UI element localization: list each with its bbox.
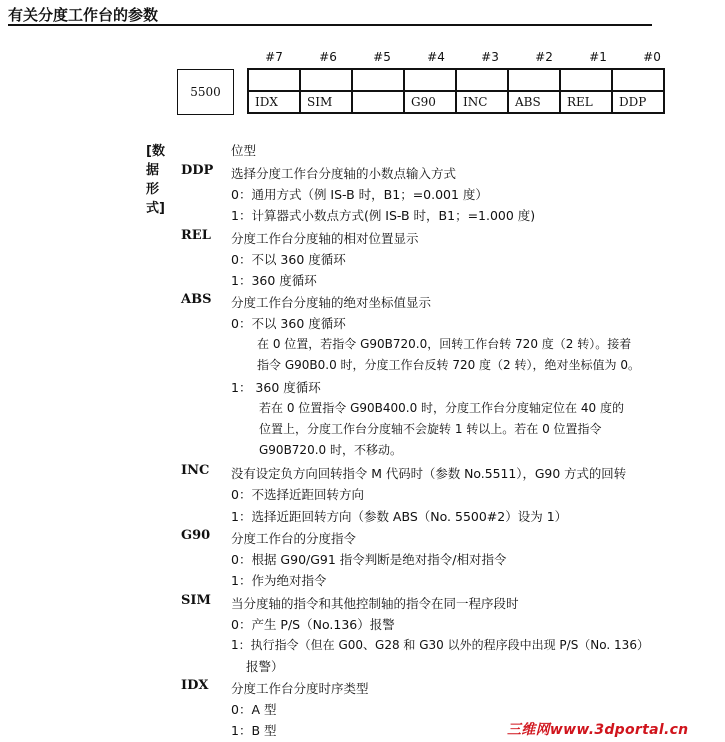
bit-header-3: #3 — [481, 50, 499, 64]
abs-opt1-line3: G90B720.0 时，不移动。 — [259, 443, 402, 457]
ddp-opt1: 1：计算器式小数点方式(例 IS-B 时，B1；=1.000 度) — [231, 208, 536, 223]
bit-name-cell: REL — [560, 91, 612, 113]
rel-opt0: 0：不以 360 度循环 — [231, 252, 346, 267]
bit-header-7: #7 — [265, 50, 283, 64]
bit-header-0: #0 — [643, 50, 661, 64]
bit-header-5: #5 — [373, 50, 391, 64]
sim-opt1-line2: 报警） — [246, 659, 284, 674]
g90-opt1: 1：作为绝对指令 — [231, 573, 327, 588]
sim-opt0: 0：产生 P/S（No.136）报警 — [231, 617, 395, 632]
ddp-key: DDP — [181, 163, 214, 178]
idx-opt1: 1：B 型 — [231, 723, 277, 738]
parameter-number-box — [177, 69, 234, 115]
rel-desc: 分度工作台分度轴的相对位置显示 — [231, 231, 419, 246]
abs-opt0-line2: 指令 G90B0.0 时，分度工作台反转 720 度（2 转），绝对坐标值为 0。 — [257, 358, 640, 372]
bit-cell — [352, 69, 404, 91]
bit-cell — [560, 69, 612, 91]
bit-name-cell: G90 — [404, 91, 456, 113]
bit-cell — [612, 69, 664, 91]
rel-key: REL — [181, 228, 211, 243]
sim-opt1: 1：执行指令（但在 G00、G28 和 G30 以外的程序段中出现 P/S（No. 136） — [231, 638, 649, 652]
title-underline — [8, 24, 652, 26]
abs-opt1: 1： 360 度循环 — [231, 380, 321, 395]
bit-cell — [456, 69, 508, 91]
inc-opt1: 1：选择近距回转方向（参数 ABS（No. 5500#2）设为 1） — [231, 509, 568, 524]
rel-opt1: 1：360 度循环 — [231, 273, 317, 288]
bit-name-cell: ABS — [508, 91, 560, 113]
inc-key: INC — [181, 463, 210, 478]
abs-opt0-line1: 在 0 位置，若指令 G90B720.0，回转工作台转 720 度（2 转）。接着 — [257, 337, 632, 351]
site-watermark: 三维网www.3dportal.cn — [507, 722, 689, 738]
bit-name-cell: IDX — [248, 91, 300, 113]
bit-header-4: #4 — [427, 50, 445, 64]
abs-opt0: 0：不以 360 度循环 — [231, 316, 346, 331]
g90-key: G90 — [181, 528, 211, 543]
abs-desc: 分度工作台分度轴的绝对坐标值显示 — [231, 295, 432, 310]
bit-cell — [404, 69, 456, 91]
idx-desc: 分度工作台分度时序类型 — [231, 681, 369, 696]
inc-opt0: 0：不选择近距回转方向 — [231, 487, 364, 502]
inc-desc: 没有设定负方向回转指令 M 代码时（参数 No.5511），G90 方式的回转 — [231, 466, 627, 481]
abs-opt1-line2: 位置上，分度工作台分度轴不会旋转 1 转以上。若在 0 位置指令 — [259, 422, 602, 436]
page-title: 有关分度工作台的参数 — [8, 6, 159, 24]
g90-desc: 分度工作台的分度指令 — [231, 531, 357, 546]
sim-desc: 当分度轴的指令和其他控制轴的指令在同一程序段时 — [231, 596, 519, 611]
idx-opt0: 0：A 型 — [231, 702, 277, 717]
format-label: [数据形式] — [146, 144, 165, 216]
bit-name-row — [248, 91, 664, 113]
abs-opt1-line1: 若在 0 位置指令 G90B400.0 时，分度工作台分度轴定位在 40 度的 — [259, 401, 624, 415]
bit-table — [247, 68, 665, 114]
sim-key: SIM — [181, 593, 211, 608]
format-value: 位型 — [231, 143, 257, 158]
bit-name-cell: DDP — [612, 91, 664, 113]
ddp-desc: 选择分度工作台分度轴的小数点输入方式 — [231, 166, 457, 181]
bit-header-1: #1 — [589, 50, 607, 64]
bit-cell — [248, 69, 300, 91]
bit-value-row — [248, 69, 664, 91]
parameter-number: 5500 — [190, 85, 221, 99]
g90-opt0: 0：根据 G90/G91 指令判断是绝对指令/相对指令 — [231, 552, 507, 567]
bit-cell — [508, 69, 560, 91]
bit-header-2: #2 — [535, 50, 553, 64]
idx-key: IDX — [181, 678, 209, 693]
bit-name-cell: SIM — [300, 91, 352, 113]
bit-cell — [300, 69, 352, 91]
bit-header-6: #6 — [319, 50, 337, 64]
abs-key: ABS — [181, 292, 212, 307]
bit-name-cell: INC — [456, 91, 508, 113]
bit-name-cell — [352, 91, 404, 113]
ddp-opt0: 0：通用方式（例 IS-B 时，B1；=0.001 度） — [231, 187, 488, 202]
